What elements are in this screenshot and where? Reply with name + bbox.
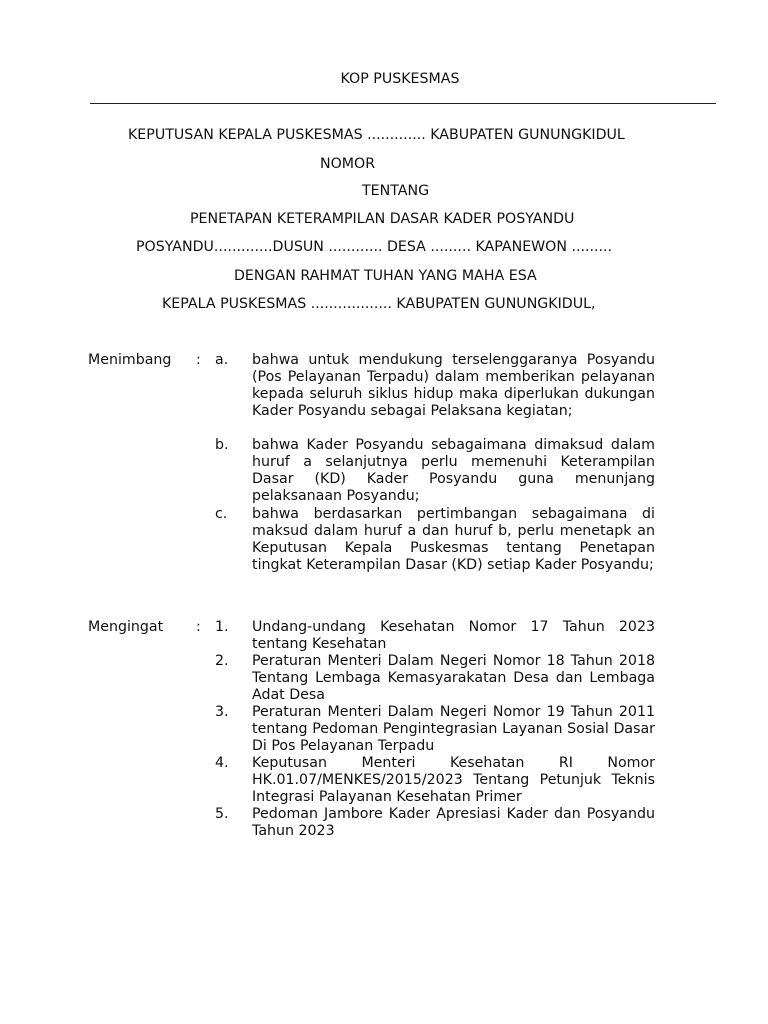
blessing-line: DENGAN RAHMAT TUHAN YANG MAHA ESA — [234, 268, 537, 284]
item-marker: c. — [215, 506, 228, 522]
letterhead-placeholder: KOP PUSKESMAS — [340, 71, 460, 87]
item-text: Peraturan Menteri Dalam Negeri Nomor 18 Tahun 2018 Tentang Lembaga Kemasyarakatan Desa dan Lembaga Adat Desa — [252, 653, 655, 703]
mengingat-label: Mengingat — [88, 619, 164, 635]
item-text: bahwa berdasarkan pertimbangan sebagaimana di maksud dalam huruf a dan huruf b, perlu menetapk an Keputusan Kepala Puskesmas tentang Penetapan tingkat Keterampilan Dasar (KD) setiap Kader Posyandu; — [252, 506, 655, 573]
location-line: POSYANDU.............DUSUN ............ DESA ......... KAPANEWON ......... — [136, 239, 613, 255]
item-text: bahwa Kader Posyandu sebagaimana dimaksud dalam huruf a selanjutnya perlu memenuhi Keterampilan Dasar (KD) Kader Posyandu guna menunjang pelaksanaan Posyandu; — [252, 437, 655, 504]
item-text: Keputusan Menteri Kesehatan RI Nomor HK.01.07/MENKES/2015/2023 Tentang Petunjuk Teknis Integrasi Palayanan Kesehatan Primer — [252, 755, 655, 805]
item-marker: 1. — [215, 619, 229, 635]
item-marker: b. — [215, 437, 229, 453]
item-marker: 3. — [215, 704, 229, 720]
menimbang-colon: : — [196, 352, 201, 368]
decree-number-label: NOMOR — [320, 156, 376, 172]
item-text: bahwa untuk mendukung terselenggaranya Posyandu (Pos Pelayanan Terpadu) dalam memberikan pelayanan kepada seluruh siklus hidup maka diperlukan dukungan Kader Posyandu sebagai Pelaksana kegiatan; — [252, 352, 655, 419]
decree-subject: PENETAPAN KETERAMPILAN DASAR KADER POSYANDU — [190, 211, 575, 227]
item-marker: 4. — [215, 755, 229, 771]
item-text: Peraturan Menteri Dalam Negeri Nomor 19 Tahun 2011 tentang Pedoman Pengintegrasian Layanan Sosial Dasar Di Pos Pelayanan Terpadu — [252, 704, 655, 754]
menimbang-label: Menimbang — [88, 352, 172, 368]
item-text: Undang-undang Kesehatan Nomor 17 Tahun 2023 tentang Kesehatan — [252, 619, 655, 652]
item-marker: 2. — [215, 653, 229, 669]
item-marker: a. — [215, 352, 229, 368]
letterhead-divider — [90, 103, 716, 104]
issuer-line: KEPALA PUSKESMAS .................. KABUPATEN GUNUNGKIDUL, — [162, 296, 596, 312]
item-marker: 5. — [215, 806, 229, 822]
about-label: TENTANG — [362, 183, 430, 199]
decree-title: KEPUTUSAN KEPALA PUSKESMAS ............. KABUPATEN GUNUNGKIDUL — [128, 127, 625, 143]
mengingat-colon: : — [196, 619, 201, 635]
item-text: Pedoman Jambore Kader Apresiasi Kader dan Posyandu Tahun 2023 — [252, 806, 655, 839]
